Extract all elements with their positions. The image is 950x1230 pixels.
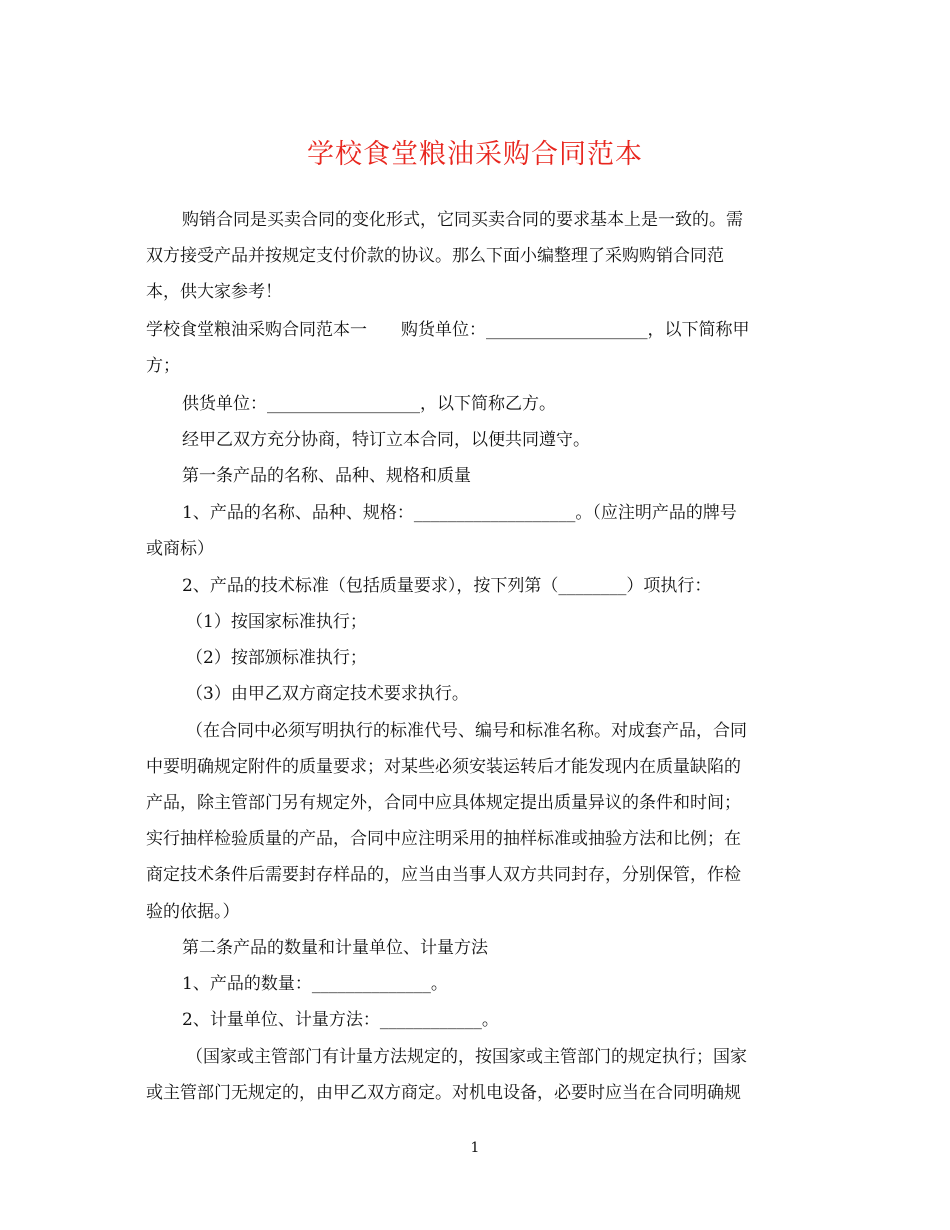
list-item: （3）由甲乙双方商定技术要求执行。 bbox=[186, 684, 469, 704]
text-line: 学校食堂粮油采购合同范本一 购货单位：___________________，以下简称甲 bbox=[146, 320, 750, 340]
text-line: （在合同中必须写明执行的标准代号、编号和标准名称。对成套产品，合同 bbox=[186, 721, 747, 741]
text-line: 或主管部门无规定的，由甲乙双方商定。对机电设备，必要时应当在合同明确规 bbox=[146, 1083, 741, 1103]
text-line: 经甲乙双方充分协商，特订立本合同，以便共同遵守。 bbox=[182, 430, 590, 450]
text-line: 1、产品的数量：______________。 bbox=[182, 974, 448, 994]
text-line: 验的依据。） bbox=[146, 902, 240, 922]
section-heading: 第二条产品的数量和计量单位、计量方法 bbox=[182, 938, 488, 958]
text-line: 2、计量单位、计量方法：____________。 bbox=[182, 1010, 499, 1030]
section-heading: 第一条产品的名称、品种、规格和质量 bbox=[182, 466, 471, 486]
text-line: 实行抽样检验质量的产品，合同中应注明采用的抽样标准或抽验方法和比例；在 bbox=[146, 829, 741, 849]
text-line: 购销合同是买卖合同的变化形式，它同买卖合同的要求基本上是一致的。需 bbox=[182, 210, 743, 230]
text-line: 1、产品的名称、品种、规格：___________________。（应注明产品的牌号 bbox=[182, 503, 737, 523]
text-line: 本，供大家参考！ bbox=[146, 282, 282, 302]
text-line: 中要明确规定附件的质量要求；对某些必须安装运转后才能发现内在质量缺陷的 bbox=[146, 757, 741, 777]
list-item: （1）按国家标准执行； bbox=[186, 612, 367, 632]
page-number: 1 bbox=[470, 1140, 480, 1156]
text-line: 或商标） bbox=[146, 539, 214, 559]
text-line: 方； bbox=[146, 356, 180, 376]
document-title: 学校食堂粮油采购合同范本 bbox=[307, 139, 643, 170]
text-line: 2、产品的技术标准（包括质量要求），按下列第（________）项执行： bbox=[182, 576, 712, 596]
text-line: 商定技术条件后需要封存样品的，应当由当事人双方共同封存，分别保管，作检 bbox=[146, 865, 741, 885]
list-item: （2）按部颁标准执行； bbox=[186, 648, 367, 668]
text-line: 双方接受产品并按规定支付价款的协议。那么下面小编整理了采购购销合同范 bbox=[146, 246, 724, 266]
text-line: （国家或主管部门有计量方法规定的，按国家或主管部门的规定执行；国家 bbox=[186, 1047, 747, 1067]
text-line: 供货单位：__________________，以下简称乙方。 bbox=[182, 394, 556, 414]
text-line: 产品，除主管部门另有规定外，合同中应具体规定提出质量异议的条件和时间； bbox=[146, 793, 741, 813]
